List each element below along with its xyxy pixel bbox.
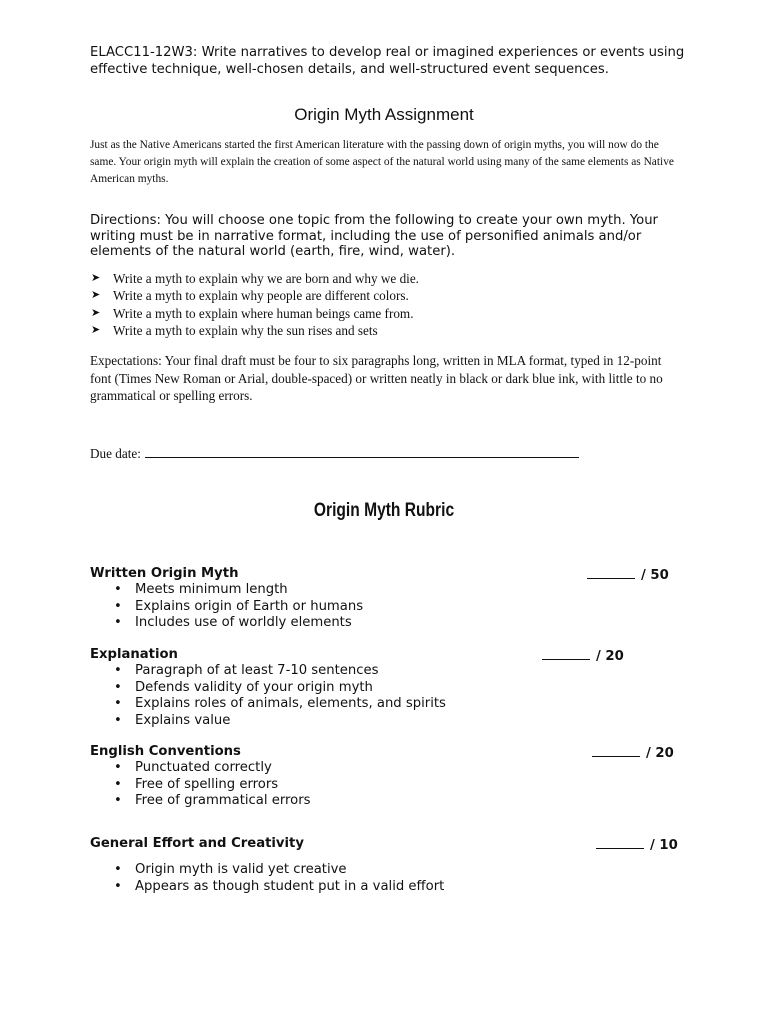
score-blank bbox=[596, 836, 644, 849]
list-item: • Punctuated correctly bbox=[90, 760, 690, 777]
topic-item: ➤ Write a myth to explain why people are different colors. bbox=[91, 288, 409, 304]
arrow-bullet-icon: ➤ bbox=[91, 323, 101, 336]
rubric-score: / 10 bbox=[596, 836, 678, 854]
rubric-section-explanation bbox=[90, 647, 690, 730]
rubric-section-english-conventions bbox=[90, 744, 690, 810]
list-item: • Explains roles of animals, elements, and spirits bbox=[90, 696, 690, 713]
list-item: • Appears as though student put in a valid effort bbox=[90, 879, 690, 896]
arrow-bullet-icon: ➤ bbox=[91, 289, 101, 302]
rubric-section-general-effort bbox=[90, 836, 690, 895]
list-item: • Explains origin of Earth or humans bbox=[90, 599, 690, 616]
assignment-title: Origin Myth Assignment bbox=[294, 105, 474, 124]
due-date-row bbox=[90, 444, 590, 462]
score-blank bbox=[587, 566, 635, 579]
rubric-section-heading: English Conventions bbox=[90, 744, 241, 759]
topic-item: ➤ Write a myth to explain where human beings came from. bbox=[91, 305, 414, 321]
list-item: • Explains value bbox=[90, 713, 690, 730]
arrow-bullet-icon: ➤ bbox=[91, 272, 101, 284]
rubric-score: / 20 bbox=[592, 744, 674, 762]
arrow-bullet-icon: ➤ bbox=[91, 306, 101, 319]
score-blank bbox=[542, 647, 590, 660]
rubric-criteria-list bbox=[90, 582, 690, 632]
rubric-section-heading: Explanation bbox=[90, 647, 178, 662]
rubric-section-heading: General Effort and Creativity bbox=[90, 836, 304, 851]
rubric-score: / 20 bbox=[542, 647, 624, 665]
topic-item: ➤ Write a myth to explain why we are born and why we die. bbox=[91, 271, 419, 286]
rubric-criteria-list bbox=[90, 862, 690, 895]
due-date-blank bbox=[145, 444, 579, 458]
list-item: • Origin myth is valid yet creative bbox=[90, 862, 690, 879]
intro-paragraph: Just as the Native Americans started the first American literature with the passing down of origin myths, you will now do the same. Your origin myth will explain the creation of some aspect of the natural world using many of the same elements as Native American myths. bbox=[90, 139, 674, 185]
list-item: • Defends validity of your origin myth bbox=[90, 680, 690, 697]
rubric-criteria-list bbox=[90, 760, 690, 810]
list-item: • Includes use of worldly elements bbox=[90, 615, 690, 632]
list-item: • Free of spelling errors bbox=[90, 777, 690, 794]
topic-list bbox=[90, 270, 680, 339]
standard-text: ELACC11-12W3: Write narratives to develop real or imagined experiences or events using effective technique, well-chosen details, and well-structured event sequences. bbox=[90, 45, 685, 77]
score-blank bbox=[592, 744, 640, 757]
topic-item: ➤ Write a myth to explain why the sun rises and sets bbox=[91, 322, 378, 338]
rubric-section-heading: Written Origin Myth bbox=[90, 566, 239, 581]
directions-paragraph: Directions: You will choose one topic from the following to create your own myth. Your writing must be in narrative format, including the use of personified animals and/or elements of the natural world (earth, fire, wind, water). bbox=[90, 213, 658, 259]
list-item: • Paragraph of at least 7-10 sentences bbox=[90, 663, 690, 680]
rubric-score: / 50 bbox=[587, 566, 669, 584]
rubric-criteria-list bbox=[90, 663, 690, 730]
rubric-section-written-origin-myth bbox=[90, 566, 690, 632]
expectations-paragraph: Expectations: Your final draft must be four to six paragraphs long, written in MLA format, typed in 12-point font (Times New Roman or Arial, double-spaced) or written neatly in black or dark blue ink, with little to no grammatical or spelling errors. bbox=[90, 353, 663, 404]
rubric-title: Origin Myth Rubric bbox=[313, 500, 455, 521]
list-item: • Free of grammatical errors bbox=[90, 793, 690, 810]
due-date-label: Due date: bbox=[90, 446, 141, 461]
list-item: • Meets minimum length bbox=[90, 582, 690, 599]
